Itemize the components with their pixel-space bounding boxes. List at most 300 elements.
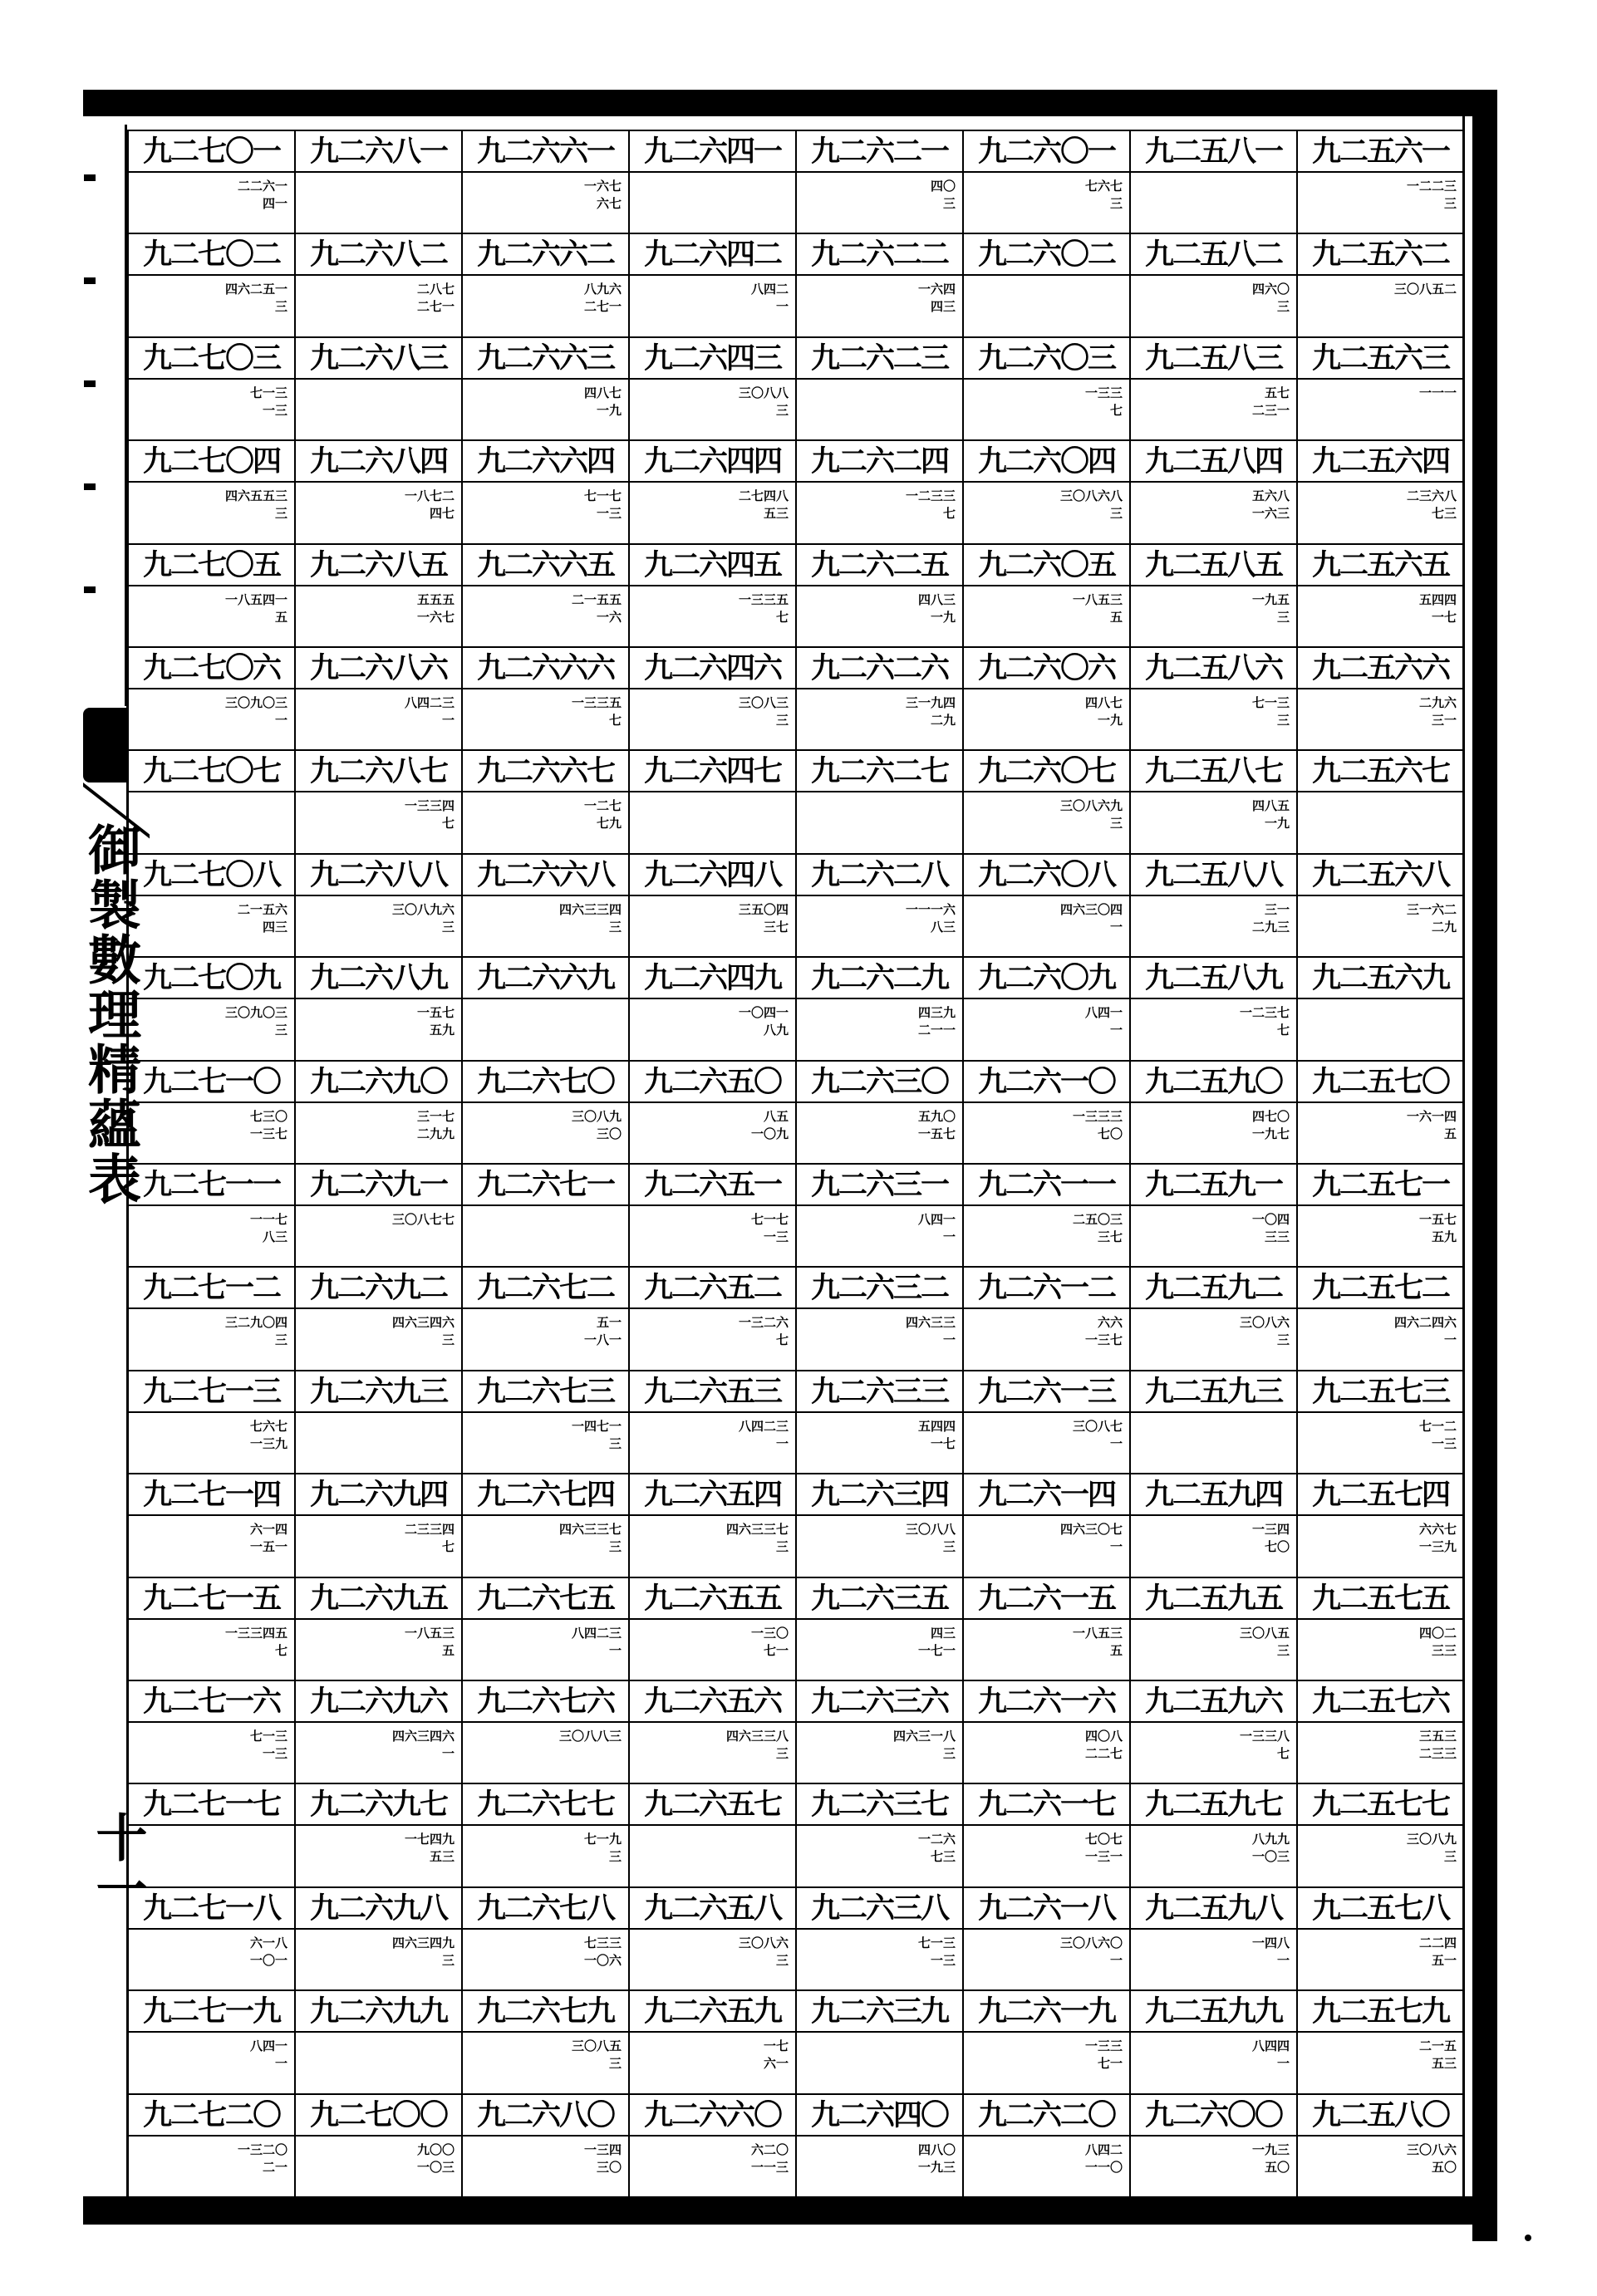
table-cell	[296, 1060, 461, 1163]
table-value-line: 七一三	[1251, 695, 1290, 710]
table-value	[1165, 1108, 1290, 1143]
table-number: 九二六三〇	[797, 1060, 962, 1103]
table-value	[497, 901, 622, 936]
table-value-line: 一九	[596, 402, 622, 418]
table-value	[998, 694, 1123, 729]
table-value-line: 三〇八九	[571, 1108, 622, 1124]
table-value-line: 一三七	[1084, 1332, 1123, 1348]
table-number: 九二六四三	[630, 336, 795, 380]
table-number: 九二六九四	[296, 1473, 461, 1516]
table-number: 九二五八七	[1131, 749, 1296, 792]
table-number: 九二六七五	[463, 1577, 628, 1620]
table-value-line: 四七〇	[1251, 1108, 1290, 1124]
table-value	[163, 281, 287, 316]
table-cell	[964, 1577, 1129, 1680]
table-value	[664, 385, 789, 419]
table-value-line: 八四一	[249, 2038, 287, 2054]
table-value-line: 三	[1276, 299, 1290, 315]
table-column	[296, 130, 463, 2196]
table-cell	[463, 749, 628, 852]
table-value-line: 六六	[1097, 1315, 1123, 1331]
table-cell	[964, 1473, 1129, 1576]
table-number: 九二六五〇	[630, 1060, 795, 1103]
table-value-line: 二二七	[1084, 1746, 1123, 1761]
table-value-line: 一三三五	[738, 591, 789, 607]
table-cell	[630, 1060, 795, 1163]
table-value-line: 一	[942, 1229, 956, 1244]
table-number: 九二六三八	[797, 1886, 962, 1930]
table-value-line: 四三九	[917, 1005, 956, 1021]
table-value	[1332, 1935, 1457, 1970]
table-value-line: 三〇八八	[738, 385, 789, 400]
table-number: 九二七一〇	[129, 1060, 294, 1103]
table-value	[998, 1728, 1123, 1763]
table-number: 九二六三五	[797, 1577, 962, 1620]
table-cell	[1298, 853, 1463, 956]
table-column	[964, 130, 1131, 2196]
table-number: 九二六三六	[797, 1680, 962, 1723]
table-cell	[630, 749, 795, 852]
table-value	[998, 1314, 1123, 1349]
table-value-line: 一〇三	[1251, 1849, 1290, 1865]
table-number: 九二五七二	[1298, 1266, 1463, 1309]
table-value	[1332, 1108, 1457, 1143]
table-value-line: 一三	[262, 402, 287, 418]
table-value-line: 一七一	[917, 1642, 956, 1658]
table-value-line: 一三一	[1084, 1849, 1123, 1865]
table-number: 九二六一二	[964, 1266, 1129, 1309]
table-value-line: 一五一	[249, 1539, 287, 1555]
table-value-line: 七六七	[249, 1418, 287, 1434]
gutter-tick	[84, 586, 96, 593]
table-number: 九二五六二	[1298, 233, 1463, 276]
table-cell	[1131, 336, 1296, 439]
table-value-line: 一六三	[1251, 506, 1290, 522]
table-cell	[463, 1989, 628, 2092]
table-cell	[129, 233, 294, 336]
table-number: 九二六一七	[964, 1783, 1129, 1826]
table-value-line: 一	[775, 299, 789, 315]
table-value-line: 一七	[930, 1435, 956, 1451]
table-value	[664, 2038, 789, 2073]
table-cell	[129, 336, 294, 439]
table-number: 九二六六五	[463, 543, 628, 586]
table-cell	[964, 233, 1129, 336]
table-number: 九二五六四	[1298, 439, 1463, 483]
table-cell	[964, 1370, 1129, 1473]
table-cell	[1298, 1680, 1463, 1783]
table-number: 九二六五七	[630, 1783, 795, 1826]
table-value-line: 七	[942, 506, 956, 522]
table-value	[1165, 1935, 1290, 1970]
table-value-line: 一八五三	[1072, 591, 1123, 607]
table-value	[664, 1004, 789, 1039]
table-value-line: 一二三七	[1239, 1005, 1290, 1021]
table-value-line: 一三	[1431, 1435, 1457, 1451]
table-value	[1165, 591, 1290, 626]
table-number: 九二六八〇	[463, 2093, 628, 2137]
table-cell	[1298, 1989, 1463, 2092]
table-cell	[630, 1370, 795, 1473]
table-value-line: 一七	[1431, 609, 1457, 625]
table-value	[1165, 2038, 1290, 2073]
table-value-line: 七	[441, 1539, 455, 1555]
table-value	[1332, 1831, 1457, 1866]
table-number: 九二六二九	[797, 956, 962, 999]
table-value-line: 三	[1109, 506, 1123, 522]
table-value-line: 三	[775, 1539, 789, 1555]
table-cell	[296, 646, 461, 749]
table-value	[998, 1935, 1123, 1970]
table-value-line: 八九九	[1251, 1832, 1290, 1847]
table-cell	[964, 749, 1129, 852]
table-value-line: 三〇八三	[738, 695, 789, 710]
table-value-line: 一三二〇	[237, 2141, 287, 2157]
table-number: 九二六七六	[463, 1680, 628, 1723]
page-frame-right	[1472, 90, 1497, 2241]
table-value-line: 一二六	[917, 1832, 956, 1847]
table-value	[831, 281, 956, 316]
table-value	[1332, 1625, 1457, 1660]
table-number: 九二七一八	[129, 1886, 294, 1930]
table-value-line: 一	[274, 713, 287, 728]
table-value-line: 七三	[1431, 506, 1457, 522]
table-value-line: 四三	[930, 1625, 956, 1641]
table-value	[1332, 2038, 1457, 2073]
table-value-line: 八三	[262, 1229, 287, 1244]
table-value-line: 一九	[1264, 816, 1290, 832]
table-value-line: 九〇〇	[416, 2141, 455, 2157]
table-value-line: 二二六一	[237, 179, 287, 194]
table-value-line: 八四二三	[404, 695, 455, 710]
table-value-line: 五〇	[1264, 2159, 1290, 2175]
table-cell	[296, 439, 461, 542]
table-value	[497, 591, 622, 626]
table-cell	[797, 1473, 962, 1576]
table-value-line: 四六三〇四	[1059, 901, 1123, 917]
table-value-line: 五三	[429, 1849, 455, 1865]
table-cell	[129, 1370, 294, 1473]
table-number: 九二五六一	[1298, 130, 1463, 173]
table-value-line: 七	[1276, 1023, 1290, 1038]
table-number: 九二六九一	[296, 1163, 461, 1206]
table-value-line: 一〇四	[1251, 1212, 1290, 1227]
table-cell	[1131, 1989, 1296, 2092]
table-value-line: 七一三	[249, 1729, 287, 1744]
table-number: 九二七〇〇	[296, 2093, 461, 2137]
table-value	[831, 1108, 956, 1143]
table-value-line: 三〇八八	[905, 1522, 956, 1538]
table-number: 九二六六二	[463, 233, 628, 276]
table-value-line: 三	[1276, 713, 1290, 728]
table-cell	[964, 2093, 1129, 2196]
table-value	[163, 1728, 287, 1763]
table-number: 九二六二八	[797, 853, 962, 896]
table-value-line: 七	[1109, 402, 1123, 418]
table-value-line: 一三三	[1084, 385, 1123, 400]
table-value	[1332, 178, 1457, 213]
table-column	[1298, 130, 1465, 2196]
table-number: 九二五七五	[1298, 1577, 1463, 1620]
table-number: 九二五七六	[1298, 1680, 1463, 1723]
table-value	[998, 1521, 1123, 1556]
table-cell	[129, 1680, 294, 1783]
table-value	[664, 2141, 789, 2176]
table-number: 九二六三三	[797, 1370, 962, 1413]
table-number: 九二六〇六	[964, 646, 1129, 689]
table-value-line: 三〇八五二	[1393, 282, 1457, 297]
gutter-tick	[84, 380, 96, 387]
table-value	[1165, 797, 1290, 832]
table-cell	[964, 130, 1129, 233]
table-value-line: 七三〇	[249, 1108, 287, 1124]
table-value-line: 三〇八九六	[391, 901, 455, 917]
table-cell	[964, 1989, 1129, 2092]
page-frame-top	[83, 90, 1496, 116]
table-number: 九二六一〇	[964, 1060, 1129, 1103]
table-number: 九二七一二	[129, 1266, 294, 1309]
table-value-line: 一〇一	[249, 1952, 287, 1968]
table-number: 九二六四九	[630, 956, 795, 999]
table-cell	[964, 1060, 1129, 1163]
table-value-line: 三	[1443, 1849, 1457, 1865]
table-value-line: 一三九	[1418, 1539, 1457, 1555]
table-value-line: 八三	[930, 919, 956, 935]
table-value-line: 三	[441, 919, 455, 935]
table-value-line: 四六〇	[1251, 282, 1290, 297]
table-cell	[630, 956, 795, 1059]
table-value-line: 二九六	[1418, 695, 1457, 710]
table-value-line: 八四二三	[571, 1625, 622, 1641]
table-cell	[296, 1680, 461, 1783]
table-value-line: 六二〇	[750, 2141, 789, 2157]
table-cell	[1298, 1060, 1463, 1163]
table-number: 九二六一八	[964, 1886, 1129, 1930]
table-value	[330, 1935, 455, 1970]
table-value-line: 三	[274, 299, 287, 315]
table-value-line: 四六三三七	[725, 1522, 789, 1538]
table-cell	[296, 1783, 461, 1886]
table-value-line: 七一七	[750, 1212, 789, 1227]
table-value-line: 五	[441, 1642, 455, 1658]
table-number: 九二五九三	[1131, 1370, 1296, 1413]
table-column	[797, 130, 964, 2196]
table-value	[664, 901, 789, 936]
table-number: 九二五七一	[1298, 1163, 1463, 1206]
table-cell	[797, 1370, 962, 1473]
table-value-line: 二五〇三	[1072, 1212, 1123, 1227]
table-number: 九二六八一	[296, 130, 461, 173]
table-value-line: 三〇九〇三	[224, 1005, 287, 1021]
table-number: 九二六〇〇	[1131, 2093, 1296, 2137]
table-number: 九二六四四	[630, 439, 795, 483]
table-value-line: 三	[775, 402, 789, 418]
table-number: 九二七一一	[129, 1163, 294, 1206]
table-value-line: 三	[1109, 816, 1123, 832]
table-value	[1165, 281, 1290, 316]
table-cell	[296, 1577, 461, 1680]
page-frame-bottom	[83, 2196, 1497, 2225]
table-cell	[1131, 956, 1296, 1059]
table-number: 九二六五三	[630, 1370, 795, 1413]
table-value-line: 四〇	[930, 179, 956, 194]
table-cell	[630, 1989, 795, 2092]
table-cell	[296, 1886, 461, 1989]
table-value	[831, 488, 956, 522]
table-cell	[463, 1680, 628, 1783]
table-cell	[797, 1060, 962, 1163]
table-cell	[630, 1163, 795, 1266]
table-number: 九二六二六	[797, 646, 962, 689]
table-value-line: 七〇七	[1084, 1832, 1123, 1847]
table-cell	[463, 1266, 628, 1369]
table-value	[998, 2141, 1123, 2176]
table-value-line: 一	[1276, 2056, 1290, 2072]
table-value-line: 二三三四	[404, 1522, 455, 1538]
table-value-line: 一一三	[750, 2159, 789, 2175]
table-number: 九二七〇七	[129, 749, 294, 792]
table-cell	[630, 1783, 795, 1886]
table-value	[163, 2038, 287, 2073]
table-value-line: 八四一	[1084, 1005, 1123, 1021]
table-cell	[1298, 233, 1463, 336]
table-cell	[630, 439, 795, 542]
table-cell	[1298, 749, 1463, 852]
table-value-line: 三二九〇四	[224, 1315, 287, 1331]
gutter-tick	[84, 483, 96, 490]
table-cell	[1298, 543, 1463, 646]
table-value	[831, 1831, 956, 1866]
table-number: 九二六八八	[296, 853, 461, 896]
table-number: 九二五八四	[1131, 439, 1296, 483]
table-cell	[797, 956, 962, 1059]
table-value-line: 一八七二	[404, 488, 455, 504]
table-number: 九二五八八	[1131, 853, 1296, 896]
table-value	[330, 2141, 455, 2176]
table-value	[998, 1211, 1123, 1246]
table-number: 九二六三二	[797, 1266, 962, 1309]
table-value-line: 三	[942, 1746, 956, 1761]
table-cell	[797, 1163, 962, 1266]
table-value	[163, 694, 287, 729]
table-value-line: 四七	[429, 506, 455, 522]
table-value-line: 一	[1443, 1332, 1457, 1348]
table-value-line: 一三九	[249, 1435, 287, 1451]
table-number: 九二六〇一	[964, 130, 1129, 173]
table-value-line: 六一	[763, 2056, 789, 2072]
table-value	[1165, 385, 1290, 419]
table-number: 九二六五一	[630, 1163, 795, 1206]
table-cell	[296, 853, 461, 956]
gutter-tick	[84, 174, 96, 181]
table-value-line: 二七四八	[738, 488, 789, 504]
table-value-line: 三	[1109, 196, 1123, 211]
table-value	[664, 488, 789, 522]
table-value	[497, 1625, 622, 1660]
table-value-line: 六一四	[249, 1522, 287, 1538]
table-cell	[1298, 1370, 1463, 1473]
table-cell	[797, 543, 962, 646]
table-value	[497, 178, 622, 213]
table-value-line: 二九	[1431, 919, 1457, 935]
table-number: 九二七〇九	[129, 956, 294, 999]
table-number: 九二六〇七	[964, 749, 1129, 792]
table-cell	[1131, 749, 1296, 852]
table-value-line: 一八五三	[404, 1625, 455, 1641]
table-value-line: 四六三四六	[391, 1729, 455, 1744]
table-cell	[129, 1266, 294, 1369]
table-value-line: 一三二六	[738, 1315, 789, 1331]
table-value	[330, 901, 455, 936]
table-number: 九二五九九	[1131, 1989, 1296, 2033]
table-value-line: 七三三	[583, 1935, 622, 1950]
table-cell	[964, 956, 1129, 1059]
table-cell	[1298, 1577, 1463, 1680]
table-value	[497, 2038, 622, 2073]
table-cell	[964, 853, 1129, 956]
table-number: 九二六六一	[463, 130, 628, 173]
table-value-line: 一三三五	[571, 695, 622, 710]
table-cell	[630, 1266, 795, 1369]
page-number: 十一	[87, 1811, 148, 1914]
table-number: 九二五九七	[1131, 1783, 1296, 1826]
table-value	[163, 1314, 287, 1349]
table-value-line: 三一六二	[1406, 901, 1457, 917]
table-value-line: 五四四	[1418, 591, 1457, 607]
table-value-line: 三〇八五	[1239, 1625, 1290, 1641]
table-value-line: 一三三四五	[224, 1625, 287, 1641]
table-number: 九二六九五	[296, 1577, 461, 1620]
table-cell	[964, 1266, 1129, 1369]
table-number: 九二六〇五	[964, 543, 1129, 586]
table-cell	[964, 1783, 1129, 1886]
table-value-line: 四六三一八	[892, 1729, 956, 1744]
table-number: 九二六四二	[630, 233, 795, 276]
table-value-line: 三	[274, 506, 287, 522]
table-cell	[296, 1266, 461, 1369]
table-number: 九二五六三	[1298, 336, 1463, 380]
table-value-line: 七	[775, 1332, 789, 1348]
table-value	[1165, 1521, 1290, 1556]
table-value	[163, 1211, 287, 1246]
table-value-line: 一	[1109, 919, 1123, 935]
table-cell	[463, 543, 628, 646]
table-value-line: 四六三四九	[391, 1935, 455, 1950]
table-value-line: 三	[1276, 609, 1290, 625]
table-number: 九二六三七	[797, 1783, 962, 1826]
table-value-line: 三〇	[596, 1126, 622, 1141]
table-number: 九二六九三	[296, 1370, 461, 1413]
table-value-line: 五	[1109, 609, 1123, 625]
table-number: 九二六八二	[296, 233, 461, 276]
table-value-line: 三	[942, 196, 956, 211]
table-column	[1131, 130, 1298, 2196]
table-cell	[463, 1473, 628, 1576]
table-value	[497, 1935, 622, 1970]
table-number: 九二六六四	[463, 439, 628, 483]
book-title: 御製數理精蘊表	[79, 822, 141, 1206]
table-value-line: 四六三四六	[391, 1315, 455, 1331]
table-value-line: 五三	[1431, 2056, 1457, 2072]
table-value-line: 一六四	[917, 282, 956, 297]
table-cell	[1131, 1680, 1296, 1783]
table-value-line: 一	[1109, 1539, 1123, 1555]
table-value-line: 三五三	[1418, 1729, 1457, 1744]
table-number: 九二七一七	[129, 1783, 294, 1826]
table-number: 九二六七三	[463, 1370, 628, 1413]
table-value-line: 三〇九〇三	[224, 695, 287, 710]
table-number: 九二六一五	[964, 1577, 1129, 1620]
